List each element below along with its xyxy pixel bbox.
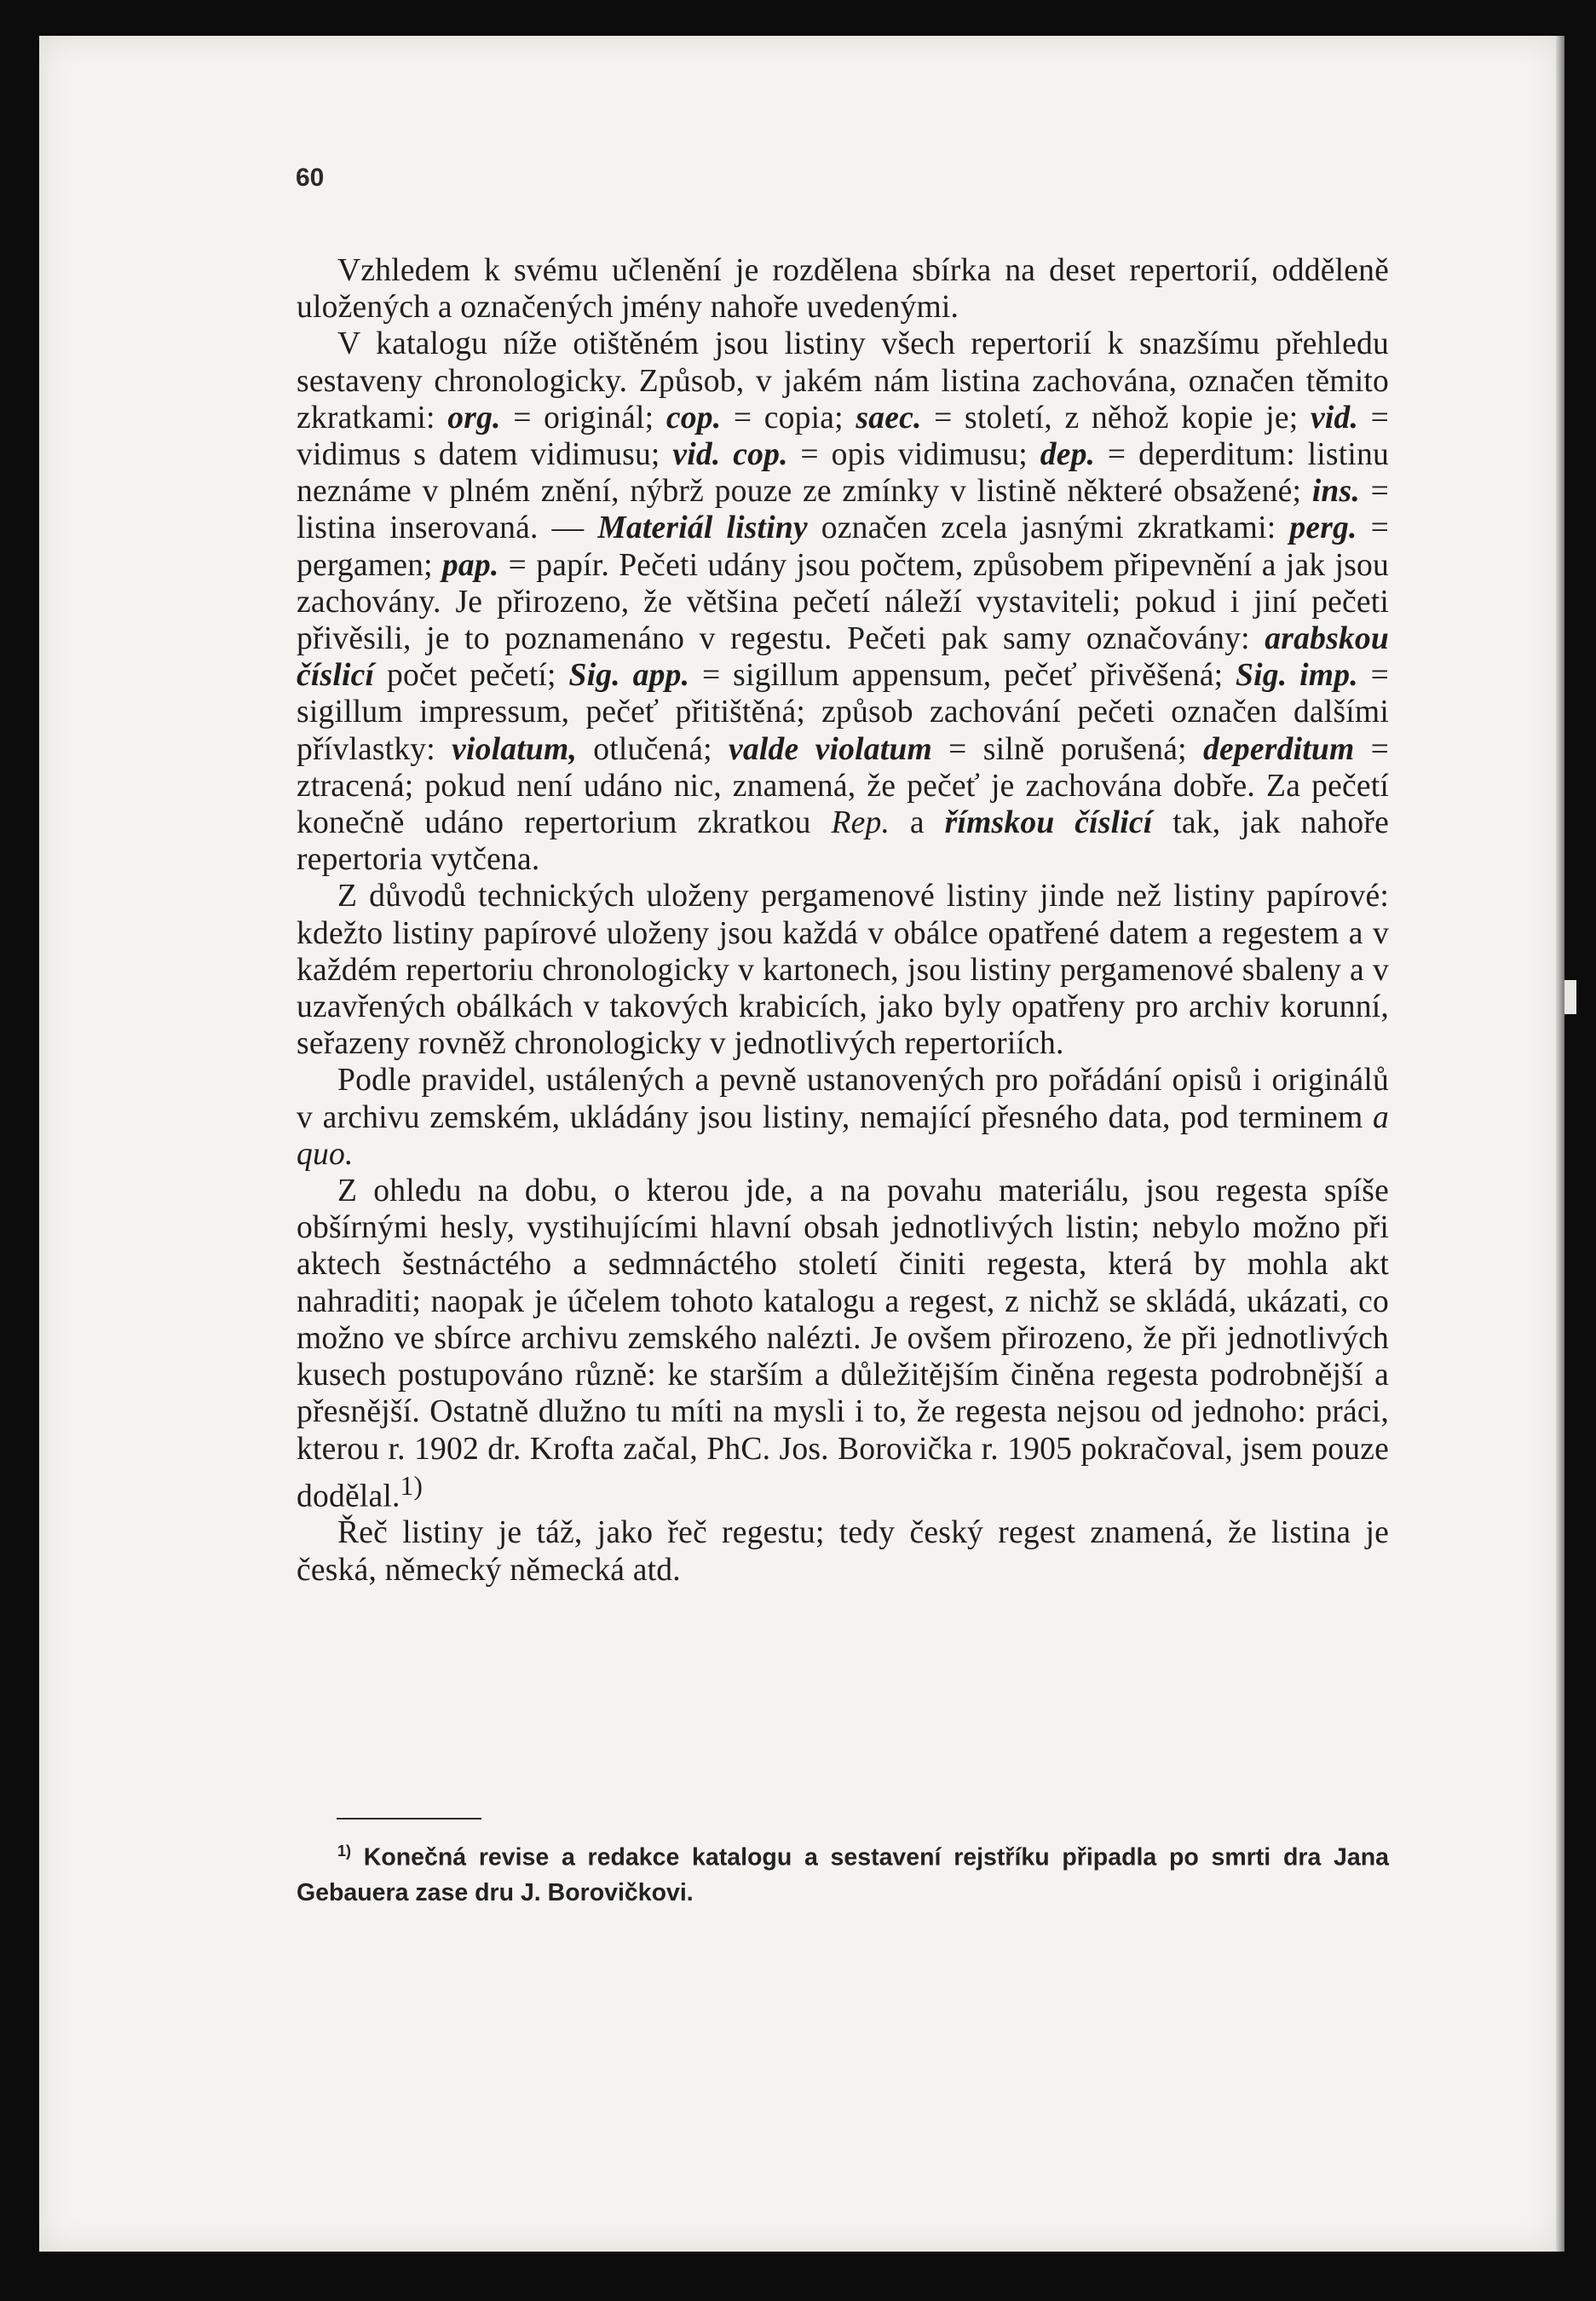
text-run: = opis vidimusu; [787, 437, 1040, 473]
page-number: 60 [296, 164, 325, 192]
text-run: Vzhledem k svému učlenění je rozdělena sbírka na deset repertorií, odděleně uložených a označených jmény nahoře uvedenými. [297, 253, 1389, 326]
footnote-rule [337, 1818, 481, 1819]
abbreviation: vid. cop. [672, 437, 788, 473]
abbreviation: cop. [665, 400, 722, 435]
text-run: = copia; [721, 400, 856, 435]
text-run: = papír. Pečeti udány jsou počtem, způsobem připevnění a jak jsou zachovány. Je přirozeno, že většina pečetí náleží vystaviteli; pokud i jiní pečeti přivěsili, je to poznamenáno v regestu. Pečeti pak samy označovány: [297, 547, 1389, 657]
abbreviation: vid. [1310, 400, 1359, 435]
page-edge-shadow [1556, 36, 1564, 2252]
abbreviation: deperditum [1203, 731, 1355, 767]
text-run: = sigillum impressum, pečeť přitištěná; způsob zachování pečeti označen dalšími přívlastky: [297, 658, 1389, 767]
text-run: = vidimus s datem vidimusu; [297, 400, 1389, 473]
text-run: = pergamen; [297, 510, 1389, 583]
text-run: = století, z něhož kopie je; [921, 400, 1311, 435]
footnote-marker: 1) [337, 1843, 352, 1860]
abbreviation: perg. [1289, 510, 1357, 546]
text-run: Řeč listiny je táž, jako řeč regestu; tedy český regest znamená, že listina je česká, německý německá atd. [297, 1515, 1389, 1588]
abbreviation: Sig. imp. [1236, 658, 1358, 694]
text-run: = ztracená; pokud není udáno nic, znamená, že pečeť je zachována dobře. Za pečetí konečně udáno repertorium zkratkou [297, 731, 1389, 841]
abbreviation: pap. [441, 547, 499, 583]
page-edge-mark [1564, 980, 1576, 1014]
text-run: označen zcela jasnými zkratkami: [807, 510, 1290, 546]
text-run: = listina inserovaná. — [297, 474, 1389, 546]
abbreviation: violatum, [452, 731, 578, 767]
text-run: = sigillum appensum, pečeť přivěšená; [689, 658, 1236, 694]
paragraph [297, 252, 1389, 326]
italic-text: Rep. [831, 805, 890, 841]
text-run: otlučená; [577, 731, 729, 767]
paragraph [297, 326, 1389, 878]
text-run: = originál; [500, 400, 666, 435]
abbreviation: valde violatum [729, 731, 932, 767]
italic-text: a quo. [297, 1099, 1389, 1172]
abbreviation: saec. [856, 400, 922, 435]
abbreviation: Sig. app. [568, 658, 690, 694]
text-run: tak, jak nahoře repertoria vytčena. [297, 805, 1389, 878]
abbreviation: dep. [1040, 437, 1096, 473]
text-run: Z ohledu na dobu, o kterou jde, a na povahu materiálu, jsou regesta spíše obšírnými hesly, vystihujícími hlavní obsah jednotlivých listin; nebylo možno při aktech šestnáctého a sedmnáctého století činiti regesta, která by mohla akt nahraditi; naopak je účelem tohoto katalogu a regest, z nichž se skládá, ukázati, co možno ve sbírce archivu zemského nalézti. Je ovšem přirozeno, že při jednotlivých kusech postupováno různě: ke starším a důležitějším činěna regesta podrobnější a přesnější. Ostatně dlužno tu míti na mysli i to, že regesta nejsou od jednoho: práci, kterou r. 1902 dr. Krofta začal, PhC. Jos. Borovička r. 1905 pokračoval, jsem pouze dodělal. [297, 1174, 1389, 1514]
text-run: = silně porušená; [931, 731, 1204, 767]
text-run: a [890, 805, 945, 841]
footnote-reference: 1) [400, 1470, 423, 1501]
abbreviation: ins. [1311, 474, 1360, 510]
body-text [297, 252, 1389, 1589]
paragraph [297, 878, 1389, 1062]
paragraph [297, 1514, 1389, 1588]
text-run: = deperditum: listinu neznáme v plném znění, nýbrž pouze ze zmínky v listině některé obsažené; [297, 437, 1389, 510]
text-run: počet pečetí; [374, 658, 569, 694]
abbreviation: Materiál listiny [597, 510, 808, 546]
abbreviation: římskou číslicí [944, 805, 1153, 841]
footnote-text: Konečná revise a redakce katalogu a sestavení rejstříku připadla po smrti dra Jana Gebauera zase dru J. Borovičkovi. [297, 1843, 1389, 1906]
text-run: Podle pravidel, ustálených a pevně ustanovených pro pořádání opisů i originálů v archivu zemském, ukládány jsou listiny, nemající přesného data, pod terminem [297, 1063, 1389, 1135]
paragraph [297, 1062, 1389, 1173]
footnote [297, 1834, 1389, 1911]
text-run: Z důvodů technických uloženy pergamenové listiny jinde než listiny papírové: kdežto listiny papírové uloženy jsou každá v obálce opatřené datem a regestem a v každém repertoriu chronologicky v kartonech, jsou listiny pergamenové sbaleny a v uzavřených obálkách v takových krabicích, jako byly opatřeny pro archiv korunní, seřazeny rovněž chronologicky v jednotlivých repertoriích. [297, 879, 1389, 1062]
abbreviation: arabskou číslicí [297, 621, 1389, 694]
paragraph [297, 1173, 1389, 1514]
abbreviation: org. [447, 400, 501, 435]
text-run: V katalogu níže otištěném jsou listiny všech repertorií k snazšímu přehledu sestaveny chronologicky. Způsob, v jakém nám listina zachována, označen těmito zkratkami: [297, 326, 1389, 435]
